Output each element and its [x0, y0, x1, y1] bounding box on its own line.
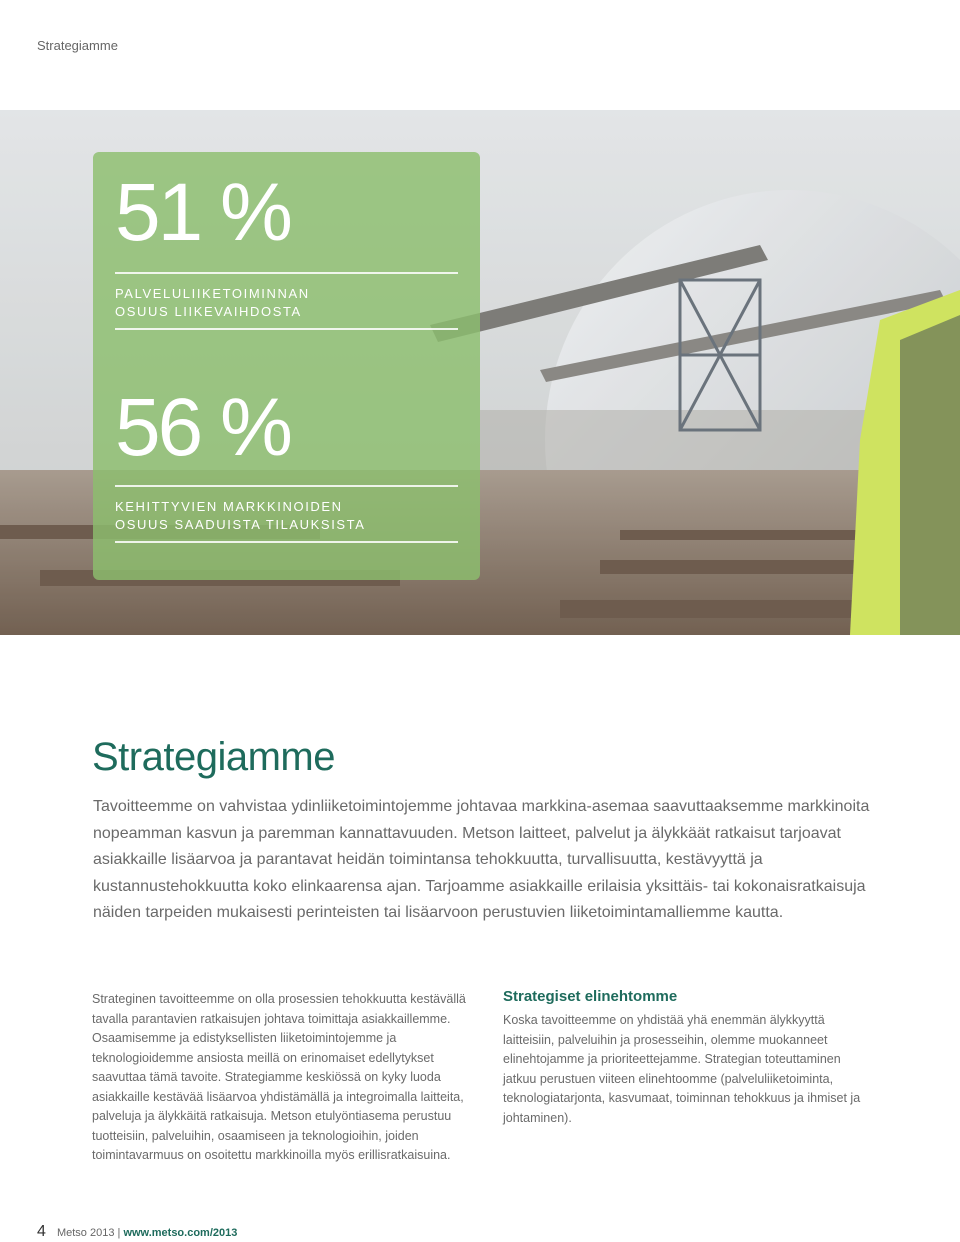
stat-value: 56 %	[115, 382, 290, 473]
publication-name: Metso 2013	[56, 1227, 115, 1239]
stat-label-block	[115, 285, 458, 321]
stat-label: PALVELULIIKETOIMINNAN	[115, 286, 310, 301]
running-head: Strategiamme	[37, 38, 118, 53]
stat-label-block	[115, 498, 458, 534]
stat-emerging-markets-share	[115, 382, 458, 473]
right-column-text: Koska tavoitteemme on yhdistää yhä enemmän älykkyyttä laitteisiin, palveluihin ja prosesseihin, olemme muokanneet elinehtojamme ja prioriteettejamme. Strategian toteuttaminen jatkuu perustuen viiteen elinehtoomme (palveluliiketoiminta, teknologiatarjonta, kasvumaat, toiminnan tehokkuus ja ihmiset ja johtaminen).	[503, 1013, 861, 1125]
lead-paragraph: Tavoitteemme on vahvistaa ydinliiketoimintojemme johtavaa markkina-asemaa saavuttaaksemme markkinoita nopeamman kasvun ja paremman kannattavuuden. Metson laitteet, palvelut ja älykkäät ratkaisut tarjoavat asiakkaille lisäarvoa ja parantavat heidän toimintansa tehokkuutta, turvallisuutta, kestävyyttä ja kustannustehokkuutta koko elinkaarensa ajan. Tarjoamme asiakkaille erilaisia yksittäis- tai kokonaisratkaisuja näiden tarpeiden mukaisesti perinteisten tai lisäarvoon perustuvien liiketoimintamalliemme kautta.	[93, 798, 870, 921]
divider	[115, 541, 458, 543]
footer-separator: |	[117, 1227, 121, 1239]
page-number: 4	[37, 1223, 46, 1240]
stat-label: OSUUS SAADUISTA TILAUKSISTA	[115, 517, 366, 532]
divider	[115, 485, 458, 487]
page-footer	[37, 1223, 237, 1241]
divider	[115, 272, 458, 274]
left-column-text: Strateginen tavoitteemme on olla prosessien tehokkuutta kestävällä tavalla parantavien ratkaisujen johtava toimittaja asiakkaillemme. Osaamisemme ja edistyksellisten liiketoimintojemme ja teknologioidemme ansiosta meillä on erinomaiset edellytykset saavuttaa tämä tavoite. Strategiamme keskiössä on kyky luoda asiakkaille kestävää lisäarvoa yhdistämällä ja integroimalla laitteita, palveluja ja älykkäitä ratkaisuja. Metson etulyöntiasema perustuu tuotteisiin, palveluihin, osaamiseen ja teknologioihin, joiden toimintavarmuus on osoitettu markkinoilla myös erillisratkaisuina.	[92, 992, 466, 1162]
key-figures-panel	[93, 152, 480, 580]
stat-label: OSUUS LIIKEVAIHDOSTA	[115, 304, 302, 319]
stat-label: KEHITTYVIEN MARKKINOIDEN	[115, 499, 343, 514]
footer-link[interactable]: www.metso.com/2013	[123, 1227, 238, 1239]
section-title: Strategiamme	[92, 735, 335, 779]
stat-value: 51 %	[115, 167, 290, 258]
divider	[115, 328, 458, 330]
subheading: Strategiset elinehtomme	[503, 988, 678, 1005]
stat-service-share	[115, 167, 458, 258]
